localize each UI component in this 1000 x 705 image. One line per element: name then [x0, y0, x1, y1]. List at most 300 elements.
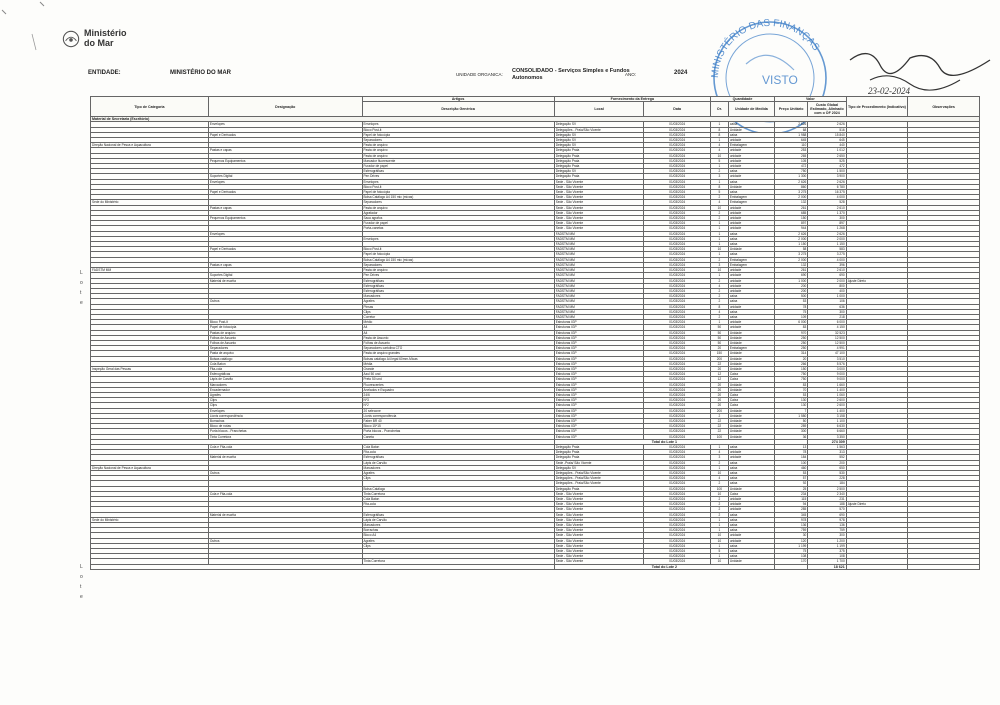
- place-cell: Estruturas IGP: [554, 377, 644, 382]
- order-cell: 100: [710, 486, 728, 491]
- order-cell: 4: [710, 283, 728, 288]
- designation-cell: Marcadores: [208, 382, 362, 387]
- unit-cell: Unidade: [728, 340, 774, 345]
- unit-price-cell: 645: [774, 138, 807, 143]
- place-cell: Estruturas IGP: [554, 429, 644, 434]
- unit-cell: caixa: [728, 523, 774, 528]
- unit-cell: Unidade: [728, 424, 774, 429]
- place-cell: Estruturas IGP: [554, 408, 644, 413]
- date-cell: 01/03/2024: [644, 236, 711, 241]
- designation-cell: Papel e Derivados: [208, 190, 362, 195]
- unit-price-cell: 13: [774, 445, 807, 450]
- est-cost-cell: 32 523: [808, 330, 846, 335]
- unit-price-cell: 944: [774, 226, 807, 231]
- unit-price-cell: 750: [774, 372, 807, 377]
- unit-price-cell: 110: [774, 143, 807, 148]
- date-cell: 01/03/2024: [644, 408, 711, 413]
- order-cell: 1: [710, 221, 728, 226]
- est-cost-cell: 300: [808, 216, 846, 221]
- designation-cell: Pequenos Equipamentos: [208, 216, 362, 221]
- order-cell: 3: [710, 262, 728, 267]
- designation-cell: Envelopes: [208, 179, 362, 184]
- order-cell: 2: [710, 481, 728, 486]
- place-cell: Sede - São Vicente: [554, 512, 644, 517]
- date-cell: 01/03/2024: [644, 361, 711, 366]
- unit-cell: unidade: [728, 210, 774, 215]
- col-designation: Designação: [208, 97, 362, 117]
- col-proc-type: Tipo de Procedimento (Indicativo): [846, 97, 907, 117]
- date-cell: 01/03/2024: [644, 543, 711, 548]
- place-cell: FADSTM MM: [554, 242, 644, 247]
- col-delivery: Fornecimento da Entrega: [554, 97, 710, 102]
- place-cell: Delegação Praia: [554, 455, 644, 460]
- order-cell: 50: [710, 340, 728, 345]
- est-cost-cell: 650: [808, 465, 846, 470]
- date-cell: 01/03/2024: [644, 554, 711, 559]
- place-cell: Delegação SV: [554, 132, 644, 137]
- date-cell: 01/03/2024: [644, 460, 711, 465]
- col-unit-price: Preço Unitário: [774, 102, 807, 117]
- unit-cell: Unidade: [728, 418, 774, 423]
- date-cell: 01/03/2024: [644, 247, 711, 252]
- date-cell: 01/03/2024: [644, 403, 711, 408]
- order-cell: 4: [710, 143, 728, 148]
- order-cell: 8: [710, 132, 728, 137]
- place-cell: FADSTM MM: [554, 304, 644, 309]
- unit-price-cell: 2 000: [774, 236, 807, 241]
- unit-price-cell: 1 199: [774, 543, 807, 548]
- category-cell: Direção Nacional de Pesca e Aquacultura: [91, 465, 209, 470]
- date-cell: 01/03/2024: [644, 169, 711, 174]
- unit-price-cell: 6 000: [774, 320, 807, 325]
- article-cell: Pasta de arquivo: [362, 205, 554, 210]
- unit-cell: caixa: [728, 549, 774, 554]
- place-cell: Delegação SV: [554, 138, 644, 143]
- date-cell: 01/03/2024: [644, 392, 711, 397]
- date-cell: 01/03/2024: [644, 382, 711, 387]
- date-cell: 01/03/2024: [644, 195, 711, 200]
- article-cell: Pen Drives: [362, 273, 554, 278]
- unit-price-cell: 58: [774, 247, 807, 252]
- unit-price-cell: 130: [774, 398, 807, 403]
- date-cell: 01/03/2024: [644, 174, 711, 179]
- unit-price-cell: 132: [774, 262, 807, 267]
- est-cost-cell: 1 370: [808, 210, 846, 215]
- unit-cell: Unidade: [728, 351, 774, 356]
- unit-price-cell: 261: [774, 268, 807, 273]
- order-cell: 5: [710, 190, 728, 195]
- date-cell: 01/03/2024: [644, 309, 711, 314]
- order-cell: 20: [710, 366, 728, 371]
- unit-cell: unidade: [728, 216, 774, 221]
- est-cost-cell: 759: [808, 528, 846, 533]
- article-cell: Papel de fotocópia: [362, 132, 554, 137]
- order-cell: 8: [710, 127, 728, 132]
- est-cost-cell: 184: [808, 481, 846, 486]
- article-cell: Agrafes: [362, 471, 554, 476]
- unit-cell: unidade: [728, 205, 774, 210]
- designation-cell: Bolsas catálogo: [208, 356, 362, 361]
- unit-cell: Unidade: [728, 382, 774, 387]
- designation-cell: Pasta de arquivo: [208, 351, 362, 356]
- article-cell: Agrafador: [362, 210, 554, 215]
- designation-cell: Lionis correspondência: [208, 413, 362, 418]
- article-cell: Separadores: [362, 262, 554, 267]
- order-cell: 2: [710, 210, 728, 215]
- unit-cell: unidade: [728, 533, 774, 538]
- est-cost-cell: 4 000: [808, 195, 846, 200]
- est-cost-cell: 1 563: [808, 445, 846, 450]
- unit-price-cell: 25: [774, 486, 807, 491]
- article-cell: Esferográficas: [362, 512, 554, 517]
- article-cell: Lápis de Carvão: [362, 460, 554, 465]
- date-cell: 01/03/2024: [644, 299, 711, 304]
- place-cell: Estruturas IGP: [554, 418, 644, 423]
- place-cell: FADSTM MM: [554, 294, 644, 299]
- place-cell: Estruturas IGP: [554, 340, 644, 345]
- unit-cell: Caixa: [728, 403, 774, 408]
- unit-price-cell: 53: [774, 471, 807, 476]
- place-cell: Sede - São Vicente: [554, 507, 644, 512]
- article-cell: Lionis correspondência: [362, 413, 554, 418]
- date-cell: 01/03/2024: [644, 424, 711, 429]
- order-cell: 20: [710, 398, 728, 403]
- unit-price-cell: 314: [774, 351, 807, 356]
- order-cell: 4: [710, 309, 728, 314]
- date-cell: 01/03/2024: [644, 200, 711, 205]
- lot1-letters: [80, 268, 84, 308]
- place-cell: Sede - São Vicente: [554, 523, 644, 528]
- unit-price-cell: 261: [774, 205, 807, 210]
- org-unit-value: CONSOLIDADO - Serviços Simples e Fundos Autonomos: [512, 68, 630, 81]
- unit-cell: unidade: [728, 153, 774, 158]
- date-cell: 01/03/2024: [644, 335, 711, 340]
- designation-cell: Outros: [208, 299, 362, 304]
- unit-cell: caixa: [728, 460, 774, 465]
- order-cell: 10: [710, 559, 728, 564]
- date-cell: 01/03/2024: [644, 294, 711, 299]
- place-cell: Delegação SV: [554, 465, 644, 470]
- article-cell: Fita-cola: [362, 502, 554, 507]
- lot2-letters: [80, 562, 84, 602]
- order-cell: 1: [710, 122, 728, 127]
- article-cell: A4: [362, 330, 554, 335]
- date-cell: 01/03/2024: [644, 330, 711, 335]
- est-cost-cell: 1 150: [808, 242, 846, 247]
- date-cell: 01/03/2024: [644, 257, 711, 262]
- article-cell: Esferográficas: [362, 278, 554, 283]
- date-cell: 01/03/2024: [644, 351, 711, 356]
- unit-cell: Caixa: [728, 377, 774, 382]
- est-cost-cell: 528: [808, 200, 846, 205]
- unit-cell: unidade: [728, 320, 774, 325]
- unit-cell: Embalagem: [728, 346, 774, 351]
- unit-cell: Caixa: [728, 372, 774, 377]
- designation-cell: Outros: [208, 471, 362, 476]
- est-cost-cell: 228: [808, 476, 846, 481]
- unit-price-cell: 690: [774, 273, 807, 278]
- est-cost-cell: 472: [808, 164, 846, 169]
- est-cost-cell: 978: [808, 517, 846, 522]
- unit-cell: Caixa: [728, 392, 774, 397]
- unit-price-cell: 300: [774, 429, 807, 434]
- order-cell: 22: [710, 424, 728, 429]
- est-cost-cell: 1 268: [808, 226, 846, 231]
- place-cell: Estruturas IGP: [554, 434, 644, 439]
- unit-price-cell: 94: [774, 502, 807, 507]
- designation-cell: Suportes Digital: [208, 273, 362, 278]
- est-cost-cell: 440: [808, 143, 846, 148]
- unit-cell: unidade: [728, 273, 774, 278]
- place-cell: Sede - São Vicente: [554, 559, 644, 564]
- unit-cell: unidade: [728, 164, 774, 169]
- stamp-arc-text: MINISTÉRIO DAS FINANÇAS: [709, 17, 822, 79]
- article-cell: Azul 50 und: [362, 372, 554, 377]
- unit-cell: caixa: [728, 314, 774, 319]
- date-cell: 01/03/2024: [644, 533, 711, 538]
- order-cell: 1: [710, 273, 728, 278]
- date-cell: 01/03/2024: [644, 164, 711, 169]
- unit-cell: Embalagem: [728, 200, 774, 205]
- place-cell: Estruturas IGP: [554, 346, 644, 351]
- est-cost-cell: 530: [808, 471, 846, 476]
- category-cell: FADSTM MM: [91, 268, 209, 273]
- unit-price-cell: 50: [774, 418, 807, 423]
- est-cost-cell: 570: [808, 507, 846, 512]
- article-cell: Marcadores: [362, 523, 554, 528]
- place-cell: FADSTM MM: [554, 252, 644, 257]
- order-cell: 22: [710, 418, 728, 423]
- entity-label: ENTIDADE:: [88, 70, 121, 76]
- est-cost-cell: 6 000: [808, 320, 846, 325]
- unit-cell: caixa: [728, 554, 774, 559]
- order-cell: 2: [710, 497, 728, 502]
- org-unit-label: UNIDADE ORGANICA:: [456, 72, 503, 77]
- unit-cell: unidade: [728, 304, 774, 309]
- unit-cell: caixa: [728, 169, 774, 174]
- unit-price-cell: 170: [774, 559, 807, 564]
- unit-cell: unidade: [728, 174, 774, 179]
- unit-price-cell: 53: [774, 392, 807, 397]
- article-cell: Bloco A4: [362, 533, 554, 538]
- unit-cell: Unidade: [728, 356, 774, 361]
- place-cell: FADSTM MM: [554, 309, 644, 314]
- article-cell: Envelopes: [362, 122, 554, 127]
- est-cost-cell: 636: [808, 304, 846, 309]
- est-cost-cell: 108: [808, 554, 846, 559]
- order-cell: 1: [710, 543, 728, 548]
- article-cell: Pasta de arquivo: [362, 148, 554, 153]
- date-cell: 01/03/2024: [644, 190, 711, 195]
- unit-cell: caixa: [728, 445, 774, 450]
- order-cell: 50: [710, 335, 728, 340]
- order-cell: 8: [710, 184, 728, 189]
- article-cell: Separadores cartolina CTO: [362, 346, 554, 351]
- article-cell: Bloco Post-it: [362, 127, 554, 132]
- unit-cell: Embalagem: [728, 143, 774, 148]
- order-cell: 3: [710, 174, 728, 179]
- order-cell: 2: [710, 195, 728, 200]
- date-cell: 01/03/2024: [644, 325, 711, 330]
- designation-cell: Esferográficas: [208, 372, 362, 377]
- order-cell: 10: [710, 533, 728, 538]
- place-cell: Estruturas IGP: [554, 335, 644, 340]
- est-cost-cell: 2 610: [808, 268, 846, 273]
- date-cell: 01/03/2024: [644, 132, 711, 137]
- est-cost-cell: 2 626: [808, 122, 846, 127]
- unit-price-cell: 100: [774, 460, 807, 465]
- date-cell: 01/03/2024: [644, 216, 711, 221]
- est-cost-cell: 1 400: [808, 408, 846, 413]
- est-cost-cell: 4 000: [808, 257, 846, 262]
- place-cell: Sede - São Vicente: [554, 221, 644, 226]
- category-cell: Inspeção Geral das Pescas: [91, 366, 209, 371]
- est-cost-cell: 188: [808, 502, 846, 507]
- unit-price-cell: 130: [774, 403, 807, 408]
- procurement-plan-table: [90, 96, 980, 570]
- est-cost-cell: 800: [808, 283, 846, 288]
- unit-price-cell: 472: [774, 164, 807, 169]
- col-order: Or.: [710, 102, 728, 117]
- lot2-total-label: Total do Lote 2: [554, 564, 774, 569]
- col-article: Artigos: [362, 97, 554, 102]
- order-cell: 1: [710, 517, 728, 522]
- unit-price-cell: 289: [774, 424, 807, 429]
- place-cell: Delegação Praia: [554, 153, 644, 158]
- designation-cell: Bloco Post-it: [208, 320, 362, 325]
- unit-price-cell: 184: [774, 455, 807, 460]
- order-cell: 50: [710, 325, 728, 330]
- place-cell: Sede - São Vicente: [554, 549, 644, 554]
- date-cell: 01/03/2024: [644, 252, 711, 257]
- est-cost-cell: 218: [808, 314, 846, 319]
- designation-cell: Material de escrita: [208, 512, 362, 517]
- place-cell: Estruturas IGP: [554, 398, 644, 403]
- order-cell: 1: [710, 236, 728, 241]
- col-est-cost: Custo Global Estimado, Alinhado com o OF 2024: [808, 102, 846, 117]
- unit-cell: unidade: [728, 507, 774, 512]
- ministry-name-line2: do Mar: [84, 38, 114, 48]
- place-cell: Sede - São Vicente: [554, 205, 644, 210]
- unit-cell: unidade: [728, 148, 774, 153]
- unit-price-cell: 150: [774, 366, 807, 371]
- article-cell: Pasta de arquivo: [362, 153, 554, 158]
- place-cell: Delegação Praia: [554, 174, 644, 179]
- date-cell: 01/03/2024: [644, 450, 711, 455]
- designation-cell: Tinta Corretora: [208, 434, 362, 439]
- est-cost-cell: 516: [808, 127, 846, 132]
- est-cost-cell: 12 500: [808, 335, 846, 340]
- place-cell: Delegações - Praia/São Vicente: [554, 127, 644, 132]
- order-cell: 2: [710, 507, 728, 512]
- place-cell: Delegação Praia: [554, 164, 644, 169]
- unit-cell: Unidade: [728, 335, 774, 340]
- date-cell: 01/03/2024: [644, 288, 711, 293]
- date-cell: 01/03/2024: [644, 476, 711, 481]
- unit-cell: caixa: [728, 252, 774, 257]
- order-cell: 22: [710, 361, 728, 366]
- unit-cell: caixa: [728, 299, 774, 304]
- article-cell: Bolsa Catálogo A4 150 mic (mícas): [362, 257, 554, 262]
- unit-price-cell: 860: [774, 184, 807, 189]
- unit-cell: unidade: [728, 288, 774, 293]
- place-cell: Estruturas IGP: [554, 392, 644, 397]
- unit-price-cell: 1 988: [774, 132, 807, 137]
- est-cost-cell: 1 199: [808, 543, 846, 548]
- order-cell: 2: [710, 288, 728, 293]
- signature-date: 23-02-2024: [868, 86, 910, 96]
- est-cost-cell: 2 600: [808, 398, 846, 403]
- order-cell: 1: [710, 242, 728, 247]
- designation-cell: Pastas e capas: [208, 262, 362, 267]
- lot2-total-value: 18 621: [808, 564, 846, 569]
- place-cell: Delegações - Praia/São Vicente: [554, 481, 644, 486]
- unit-cell: caixa: [728, 512, 774, 517]
- date-cell: 01/03/2024: [644, 262, 711, 267]
- section-label: Material de Secretaria (Escritório): [91, 117, 980, 122]
- unit-price-cell: 1 580: [774, 413, 807, 418]
- place-cell: Delegação SV: [554, 122, 644, 127]
- unit-price-cell: 7: [774, 408, 807, 413]
- place-cell: Sede - São Vicente: [554, 184, 644, 189]
- est-cost-cell: 231: [808, 497, 846, 502]
- unit-cell: caixa: [728, 294, 774, 299]
- unit-cell: unidade: [728, 325, 774, 330]
- article-cell: Grande: [362, 366, 554, 371]
- place-cell: FADSTM MM: [554, 268, 644, 273]
- ministry-logo: [62, 28, 152, 50]
- est-cost-cell: 300: [808, 309, 846, 314]
- date-cell: 01/03/2024: [644, 273, 711, 278]
- place-cell: Sede - São Vicente: [554, 195, 644, 200]
- unit-cell: unidade: [728, 278, 774, 283]
- article-cell: Borrachas: [362, 528, 554, 533]
- place-cell: FADSTM MM: [554, 314, 644, 319]
- article-cell: Bolsas catálogo A4 legal 60mm-Mícas: [362, 356, 554, 361]
- est-cost-cell: 15 840: [808, 132, 846, 137]
- article-cell: Bolsa Catálogo A4 150 mic (mícas): [362, 195, 554, 200]
- article-cell: Pinsas: [362, 304, 554, 309]
- article-cell: Marcador fluorescente: [362, 158, 554, 163]
- designation-cell: Folhas de Assunto: [208, 340, 362, 345]
- place-cell: Sede - São Vicente: [554, 554, 644, 559]
- date-cell: 01/03/2024: [644, 481, 711, 486]
- est-cost-cell: 583: [808, 247, 846, 252]
- unit-price-cell: 136: [774, 523, 807, 528]
- unit-price-cell: 108: [774, 554, 807, 559]
- place-cell: Sede - São Vicente: [554, 179, 644, 184]
- unit-price-cell: 2 626: [774, 231, 807, 236]
- date-cell: 01/03/2024: [644, 122, 711, 127]
- order-cell: 1: [710, 523, 728, 528]
- article-cell: Agrafes: [362, 299, 554, 304]
- unit-cell: caixa: [728, 242, 774, 247]
- unit-price-cell: 150: [774, 216, 807, 221]
- article-cell: Esferográficas: [362, 455, 554, 460]
- place-cell: Estruturas IGP: [554, 330, 644, 335]
- est-cost-cell: 1 400: [808, 387, 846, 392]
- order-cell: 10: [710, 471, 728, 476]
- unit-cell: Unidade: [728, 408, 774, 413]
- est-cost-cell: 4 991: [808, 346, 846, 351]
- order-cell: 5: [710, 158, 728, 163]
- place-cell: Sede - São Vicente: [554, 200, 644, 205]
- unit-cell: caixa: [728, 476, 774, 481]
- order-cell: 20: [710, 387, 728, 392]
- date-cell: 01/03/2024: [644, 549, 711, 554]
- place-cell: Sede - São Vicente: [554, 226, 644, 231]
- article-cell: Separadores: [362, 200, 554, 205]
